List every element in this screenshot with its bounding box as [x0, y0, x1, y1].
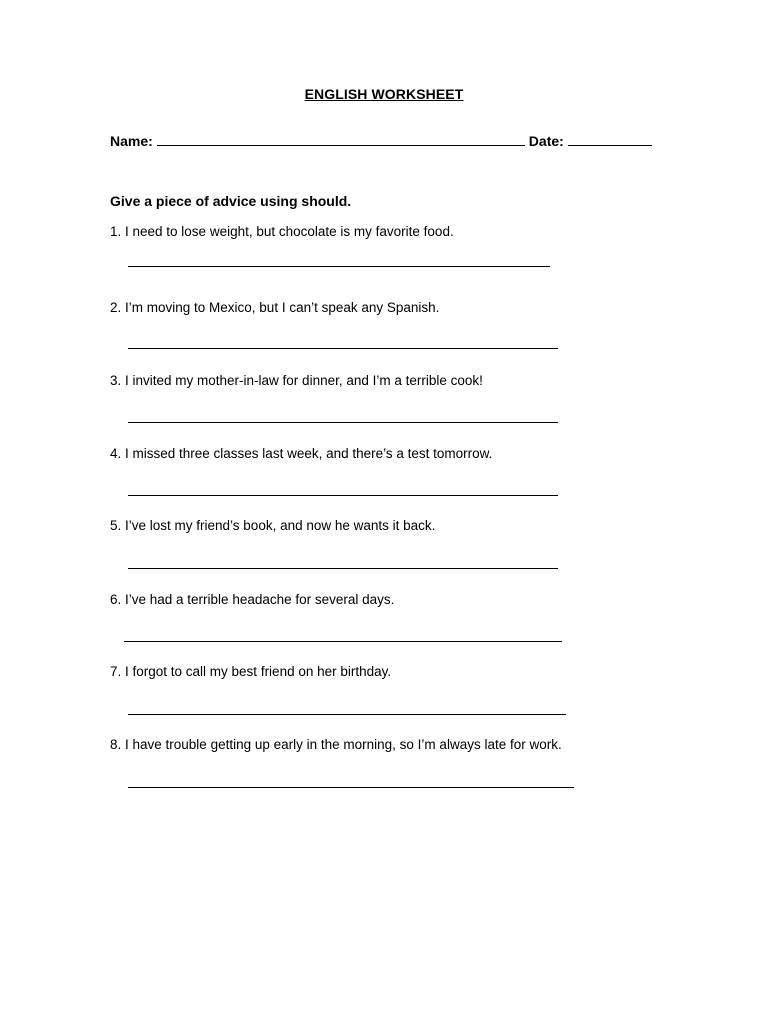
question-5: 5. I’ve lost my friend’s book, and now he wants it back. [110, 518, 436, 533]
name-field[interactable] [157, 133, 525, 146]
date-field[interactable] [568, 133, 652, 146]
answer-line-7[interactable] [128, 714, 566, 715]
name-label: Name: [110, 133, 153, 149]
instruction-text: Give a piece of advice using should. [110, 193, 352, 209]
question-6: 6. I’ve had a terrible headache for several days. [110, 592, 395, 607]
question-1: 1. I need to lose weight, but chocolate is my favorite food. [110, 224, 454, 239]
question-8: 8. I have trouble getting up early in the morning, so I’m always late for work. [110, 737, 562, 752]
answer-line-2[interactable] [128, 348, 558, 349]
name-date-row [110, 133, 670, 149]
worksheet-title: ENGLISH WORKSHEET [304, 86, 464, 102]
answer-line-1[interactable] [128, 266, 550, 267]
answer-line-4[interactable] [128, 495, 558, 496]
question-7: 7. I forgot to call my best friend on her birthday. [110, 664, 392, 679]
answer-line-5[interactable] [128, 568, 558, 569]
question-4: 4. I missed three classes last week, and there’s a test tomorrow. [110, 446, 493, 461]
date-label: Date: [528, 133, 564, 149]
answer-line-6[interactable] [124, 641, 562, 642]
question-2: 2. I’m moving to Mexico, but I can’t speak any Spanish. [110, 300, 440, 315]
answer-line-3[interactable] [128, 422, 558, 423]
answer-line-8[interactable] [128, 787, 574, 788]
question-3: 3. I invited my mother-in-law for dinner, and I’m a terrible cook! [110, 373, 483, 388]
